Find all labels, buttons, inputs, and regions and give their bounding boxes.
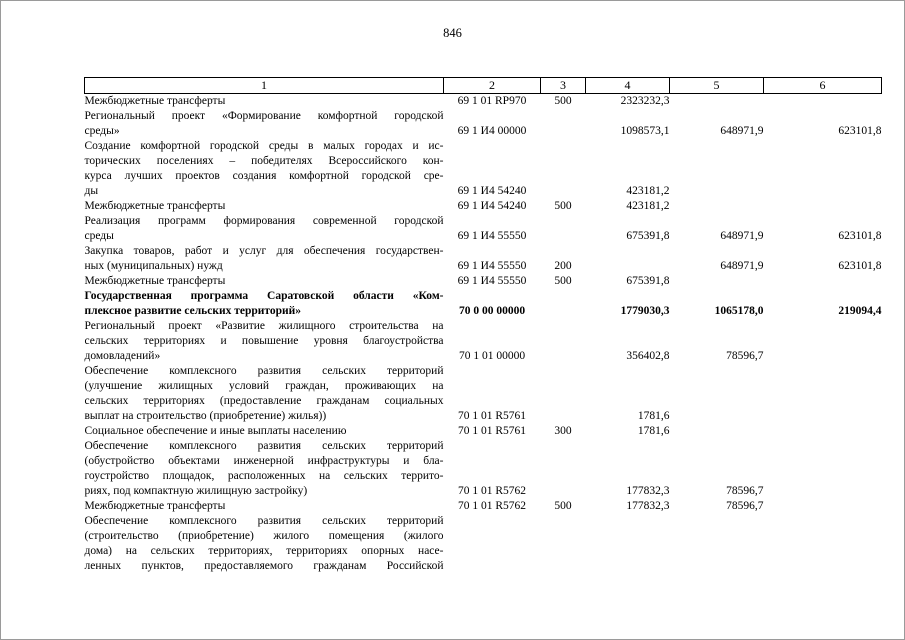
title-line: выплат на строительство (приобретение) жилья)) xyxy=(84,410,327,422)
row-amount-col5-cell xyxy=(670,199,764,214)
row-expense-type-cell: 500 xyxy=(554,200,572,212)
title-line: (строительство (приобретение) жилого помещения (жилого xyxy=(84,530,444,542)
title-line: домовладений» xyxy=(84,350,161,362)
row-expense-type-cell: 500 xyxy=(554,500,572,512)
title-line: гоустройство площадок, расположенных на сельских террито- xyxy=(84,470,444,482)
row-amount-col5-cell: 78596,7 xyxy=(726,500,764,512)
title-line: Региональный проект «Развитие жилищного строительства на xyxy=(84,320,444,332)
column-header-4: 4 xyxy=(586,78,670,94)
row-code-cell: 69 1 И4 54240 xyxy=(457,200,527,212)
row-title-cell xyxy=(85,214,444,244)
title-line: Реализация программ формирования современной городской xyxy=(84,215,444,227)
row-amount-col5-cell: 78596,7 xyxy=(726,485,764,497)
row-amount-col5-cell xyxy=(670,139,764,199)
row-amount-col6-cell xyxy=(764,199,882,214)
row-expense-type-cell: 500 xyxy=(554,275,572,287)
row-amount-col6-cell: 219094,4 xyxy=(838,305,882,317)
row-title-cell xyxy=(85,289,444,319)
row-title-cell xyxy=(85,139,444,199)
column-header-6: 6 xyxy=(764,78,882,94)
row-amount-col4-cell: 675391,8 xyxy=(626,275,670,287)
page-number: 846 xyxy=(443,26,462,40)
row-amount-col4-cell: 1781,6 xyxy=(637,425,670,437)
table-row xyxy=(85,244,882,274)
row-title-cell xyxy=(85,244,444,274)
row-amount-col4-cell: 177832,3 xyxy=(626,485,670,497)
row-amount-col5-cell: 648971,9 xyxy=(720,125,764,137)
row-amount-col6-cell xyxy=(764,514,882,574)
row-expense-type-cell xyxy=(541,319,586,364)
table-row xyxy=(85,289,882,319)
title-line: сельских территориях и повышение уровня благоустройства xyxy=(84,335,444,347)
row-amount-col4-cell xyxy=(586,244,670,274)
row-title-cell xyxy=(85,499,444,514)
row-amount-col6-cell: 623101,8 xyxy=(838,125,882,137)
row-expense-type-cell: 500 xyxy=(554,95,572,107)
row-amount-col5-cell: 1065178,0 xyxy=(714,305,764,317)
title-line: Региональный проект «Формирование комфортной городской xyxy=(84,110,444,122)
title-line: Межбюджетные трансферты xyxy=(84,200,226,212)
title-line: курса лучших проектов создания комфортной городской сре- xyxy=(84,170,444,182)
row-code-cell: 69 1 01 RP970 xyxy=(457,95,527,107)
row-amount-col5-cell xyxy=(670,514,764,574)
title-line: риях, под компактную жилищную застройку) xyxy=(84,485,308,497)
table-row xyxy=(85,514,882,574)
row-title-cell xyxy=(85,424,444,439)
title-line: ленных пунктов, предоставляемого гражданам Российской xyxy=(84,560,444,572)
row-expense-type-cell xyxy=(541,139,586,199)
table-row xyxy=(85,139,882,199)
budget-table xyxy=(84,77,882,574)
column-header-2: 2 xyxy=(444,78,541,94)
row-expense-type-cell xyxy=(541,289,586,319)
row-code-cell: 69 1 И4 54240 xyxy=(457,185,527,197)
title-line: дома) на сельских территориях, территориях опорных насе- xyxy=(84,545,444,557)
table-header-row xyxy=(85,78,882,94)
table-row xyxy=(85,364,882,424)
row-amount-col4-cell: 177832,3 xyxy=(626,500,670,512)
table-row xyxy=(85,109,882,139)
table-row xyxy=(85,439,882,499)
row-code-cell: 69 1 И4 55550 xyxy=(457,275,527,287)
row-amount-col6-cell xyxy=(764,94,882,110)
row-code-cell: 69 1 И4 00000 xyxy=(457,125,527,137)
row-amount-col5-cell: 648971,9 xyxy=(720,230,764,242)
row-code-cell: 70 1 01 R5761 xyxy=(457,425,527,437)
title-line: торических поселениях – победителях Всероссийского кон- xyxy=(84,155,444,167)
row-amount-col5-cell: 78596,7 xyxy=(726,350,764,362)
title-line: Обеспечение комплексного развития сельских территорий xyxy=(84,440,444,452)
title-line: Государственная программа Саратовской области «Ком- xyxy=(84,290,444,302)
row-amount-col6-cell: 623101,8 xyxy=(838,260,882,272)
row-amount-col4-cell: 1098573,1 xyxy=(620,125,670,137)
row-amount-col6-cell xyxy=(764,139,882,199)
row-code-cell xyxy=(444,514,541,574)
row-code-cell: 70 1 01 00000 xyxy=(458,350,526,362)
table-row xyxy=(85,424,882,439)
table-row xyxy=(85,319,882,364)
row-code-cell: 70 1 01 R5761 xyxy=(457,410,527,422)
row-code-cell: 69 1 И4 55550 xyxy=(457,230,527,242)
row-amount-col4-cell: 423181,2 xyxy=(626,200,670,212)
title-line: Обеспечение комплексного развития сельских территорий xyxy=(84,365,444,377)
row-amount-col4-cell: 423181,2 xyxy=(626,185,670,197)
title-line: ных (муниципальных) нужд xyxy=(84,260,223,272)
row-amount-col4-cell: 2323232,3 xyxy=(620,95,670,107)
row-amount-col5-cell xyxy=(670,274,764,289)
title-line: Межбюджетные трансферты xyxy=(84,95,226,107)
row-amount-col5-cell: 648971,9 xyxy=(720,260,764,272)
title-line: Межбюджетные трансферты xyxy=(84,500,226,512)
row-code-cell: 70 0 00 00000 xyxy=(458,305,526,317)
row-expense-type-cell xyxy=(541,439,586,499)
row-title-cell xyxy=(85,319,444,364)
row-code-cell: 69 1 И4 55550 xyxy=(457,260,527,272)
row-amount-col6-cell xyxy=(764,319,882,364)
table-row xyxy=(85,94,882,110)
title-line: Создание комфортной городской среды в малых городах и ис- xyxy=(84,140,444,152)
title-line: (улучшение жилищных условий граждан, проживающих на xyxy=(84,380,444,392)
row-amount-col4-cell: 1779030,3 xyxy=(620,305,670,317)
row-expense-type-cell: 200 xyxy=(554,260,572,272)
row-code-cell: 70 1 01 R5762 xyxy=(457,485,527,497)
title-line: Межбюджетные трансферты xyxy=(84,275,226,287)
row-title-cell xyxy=(85,274,444,289)
title-line: (обустройство объектами инженерной инфраструктуры и бла- xyxy=(84,455,444,467)
row-title-cell xyxy=(85,439,444,499)
row-amount-col5-cell xyxy=(670,424,764,439)
title-line: сельских территориях (предоставление гражданам социальных xyxy=(84,395,444,407)
row-amount-col5-cell xyxy=(670,364,764,424)
row-expense-type-cell xyxy=(541,109,586,139)
column-header-1: 1 xyxy=(85,78,444,94)
row-expense-type-cell xyxy=(541,364,586,424)
table-row xyxy=(85,274,882,289)
row-expense-type-cell xyxy=(541,214,586,244)
table-row xyxy=(85,214,882,244)
title-line: среды» xyxy=(84,125,120,137)
row-amount-col4-cell: 356402,8 xyxy=(626,350,670,362)
row-expense-type-cell xyxy=(541,514,586,574)
table-row xyxy=(85,199,882,214)
row-amount-col6-cell xyxy=(764,499,882,514)
title-line: ды xyxy=(84,185,99,197)
table-row xyxy=(85,499,882,514)
row-code-cell: 70 1 01 R5762 xyxy=(457,500,527,512)
title-line: плексное развитие сельских территорий» xyxy=(84,305,302,317)
row-title-cell xyxy=(85,94,444,110)
row-title-cell xyxy=(85,199,444,214)
row-title-cell xyxy=(85,109,444,139)
title-line: среды xyxy=(84,230,114,242)
row-amount-col6-cell xyxy=(764,439,882,499)
row-amount-col4-cell: 1781,6 xyxy=(637,410,670,422)
row-amount-col6-cell xyxy=(764,424,882,439)
column-header-3: 3 xyxy=(541,78,586,94)
title-line: Закупка товаров, работ и услуг для обеспечения государствен- xyxy=(84,245,444,257)
table-body xyxy=(85,94,882,575)
table-header xyxy=(85,78,882,94)
row-amount-col6-cell xyxy=(764,364,882,424)
row-amount-col6-cell: 623101,8 xyxy=(838,230,882,242)
row-amount-col5-cell xyxy=(670,94,764,110)
row-amount-col4-cell: 675391,8 xyxy=(626,230,670,242)
title-line: Социальное обеспечение и иные выплаты населению xyxy=(84,425,347,437)
row-title-cell xyxy=(85,364,444,424)
title-line: Обеспечение комплексного развития сельских территорий xyxy=(84,515,444,527)
row-amount-col6-cell xyxy=(764,274,882,289)
column-header-5: 5 xyxy=(670,78,764,94)
row-amount-col4-cell xyxy=(586,514,670,574)
row-title-cell xyxy=(85,514,444,574)
row-expense-type-cell: 300 xyxy=(554,425,572,437)
